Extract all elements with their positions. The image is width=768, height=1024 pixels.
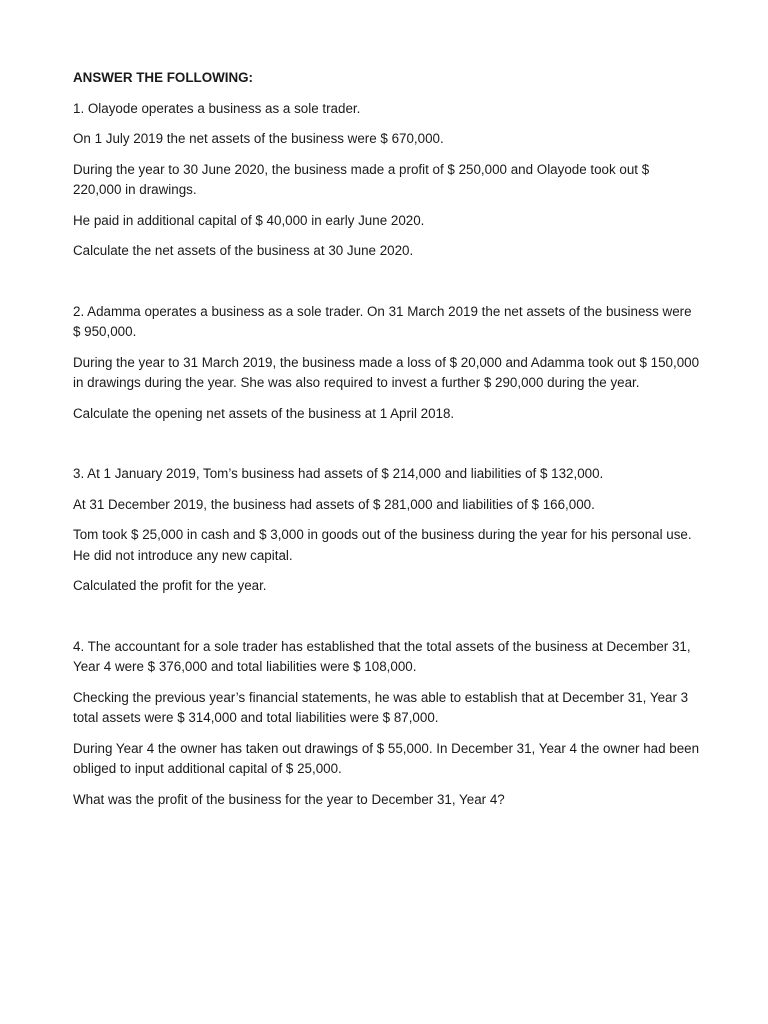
question-paragraph: On 1 July 2019 the net assets of the business were $ 670,000. bbox=[73, 131, 444, 146]
question-paragraph: 1. Olayode operates a business as a sole trader. bbox=[73, 100, 361, 116]
question-paragraph: At 31 December 2019, the business had assets of $ 281,000 and liabilities of $ 166,000. bbox=[73, 496, 595, 512]
question-paragraph: 3. At 1 January 2019, Tom’s business had assets of $ 214,000 and liabilities of $ 132,000. bbox=[73, 466, 604, 481]
question-1 bbox=[73, 99, 701, 262]
document-heading: ANSWER THE FOLLOWING: bbox=[73, 70, 254, 85]
question-paragraph: 4. The accountant for a sole trader has established that the total assets of the business at December 31, Year 4 were $ 376,000 and total liabilities were $ 108,000. bbox=[73, 638, 691, 674]
question-paragraph: During the year to 31 March 2019, the business made a loss of $ 20,000 and Adamma took out $ 150,000 in drawings during the year. She was also required to invest a further $ 290,000 during the year. bbox=[73, 354, 700, 390]
question-paragraph: Checking the previous year’s financial statements, he was able to establish that at December 31, Year 3 total assets were $ 314,000 and total liabilities were $ 87,000. bbox=[73, 689, 689, 725]
question-paragraph: During the year to 30 June 2020, the business made a profit of $ 250,000 and Olayode took out $ 220,000 in drawings. bbox=[73, 161, 650, 197]
question-2 bbox=[73, 302, 701, 425]
document-page bbox=[73, 68, 701, 820]
question-3 bbox=[73, 464, 701, 597]
question-paragraph: Tom took $ 25,000 in cash and $ 3,000 in goods out of the business during the year for his personal use. He did not introduce any new capital. bbox=[73, 527, 692, 563]
question-4 bbox=[73, 637, 701, 811]
question-paragraph: 2. Adamma operates a business as a sole trader. On 31 March 2019 the net assets of the business were $ 950,000. bbox=[73, 303, 692, 339]
question-paragraph: What was the profit of the business for the year to December 31, Year 4? bbox=[73, 791, 505, 807]
question-paragraph: Calculated the profit for the year. bbox=[73, 578, 267, 593]
question-paragraph: During Year 4 the owner has taken out drawings of $ 55,000. In December 31, Year 4 the owner had been obliged to input additional capital of $ 25,000. bbox=[73, 740, 700, 776]
question-paragraph: Calculate the opening net assets of the business at 1 April 2018. bbox=[73, 405, 455, 421]
question-paragraph: He paid in additional capital of $ 40,000 in early June 2020. bbox=[73, 212, 425, 228]
question-paragraph: Calculate the net assets of the business at 30 June 2020. bbox=[73, 243, 414, 258]
